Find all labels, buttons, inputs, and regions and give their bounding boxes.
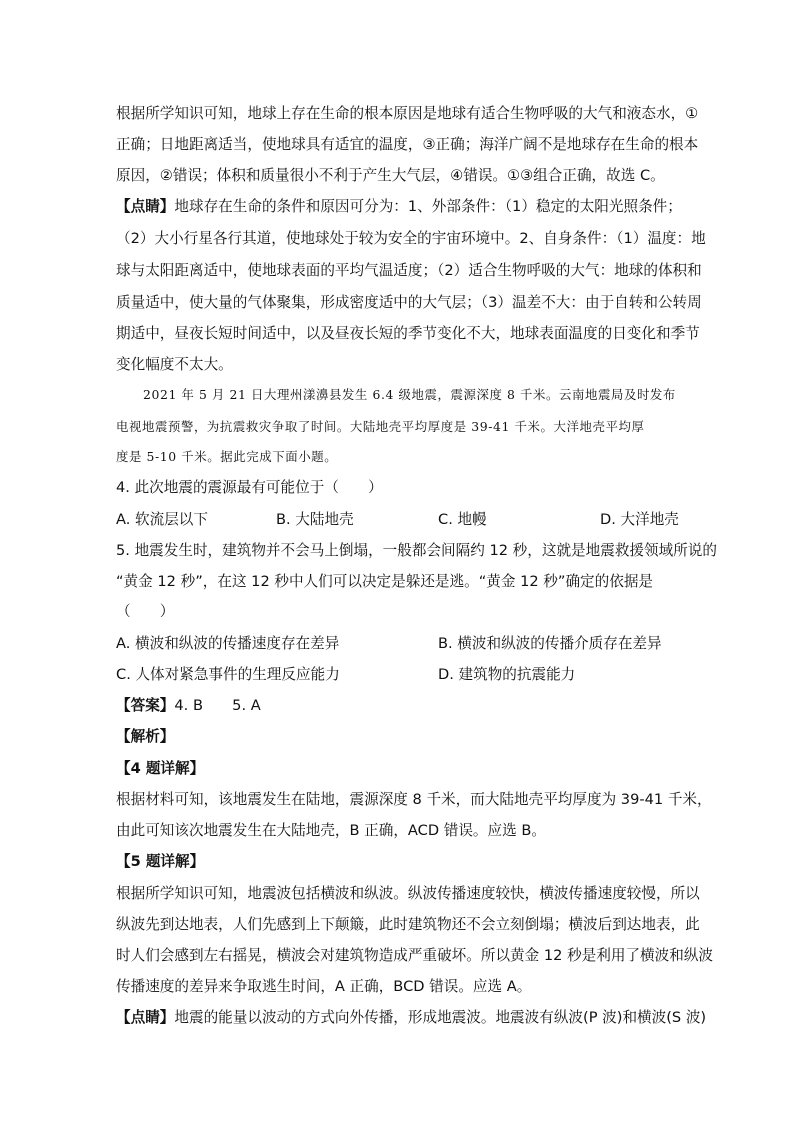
answer-line [116,696,261,716]
q5-option-d: D. 建筑物的抗震能力 [438,666,576,683]
q5-option-a: A. 横波和纵波的传播速度存在差异 [116,635,340,652]
text-line: 正确；日地距离适当，使地球具有适宜的温度，③正确；海洋广阔不是地球存在生命的根本 [116,136,699,153]
text-line: 根据材料可知，该地震发生在陆地，震源深度 8 千米，而大陆地壳平均厚度为 39-41 千米， [116,791,712,808]
text-line: 由此可知该次地震发生在大陆地壳，B 正确，ACD 错误。应选 B。 [116,822,546,839]
material-line: 2021 年 5 月 21 日大理州漾濞县发生 6.4 级地震，震源深度 8 千米。云南地震局及时发布 [143,387,676,402]
question-5-cont: “黄金 12 秒”，在这 12 秒中人们可以决定是躲还是逃。“黄金 12 秒”确定的依据是 [116,573,654,590]
analysis-tag: 【解析】 [116,728,175,745]
dianjing-line-2 [116,1008,706,1028]
text-line: 期适中，昼夜长短时间适中，以及昼夜长短的季节变化不大，地球表面温度的日变化和季节 [116,325,700,342]
text-line: 质量适中，使大量的气体聚集，形成密度适中的大气层；（3）温差不大：由于自转和公转周 [116,294,702,311]
dianjing-tag: 【点睛】 [116,198,175,215]
text-line: 时人们会感到左右摇晃，横波会对建筑物造成严重破坏。所以黄金 12 秒是利用了横波和纵波 [116,947,714,964]
text-line: 球与太阳距离适中，使地球表面的平均气温适度；（2）适合生物呼吸的大气：地球的体积和 [116,262,702,279]
text-span: 地球存在生命的条件和原因可分为：1、外部条件：（1）稳定的太阳光照条件； [174,198,682,215]
material-line: 度是 5-10 千米。据此完成下面小题。 [116,449,338,464]
text-span: 地震的能量以波动的方式向外传播，形成地震波。地震波有纵波(P 波)和横波(S 波) [174,1009,707,1026]
question-5-blank: （ ） [116,603,175,620]
dianjing-tag: 【点睛】 [116,1009,175,1026]
answer-text: 4. B 5. A [174,697,261,714]
text-line: 变化幅度不太大。 [116,356,233,373]
text-line: 根据所学知识可知，地震波包括横波和纵波。纵波传播速度较快，横波传播速度较慢，所以 [116,885,700,902]
text-line: 传播速度的差异来争取逃生时间，A 正确，BCD 错误。应选 A。 [116,978,532,995]
q5-option-c: C. 人体对紧急事件的生理反应能力 [116,666,340,683]
q4-option-c: C. 地幔 [438,511,487,528]
answer-tag: 【答案】 [116,697,175,714]
q4-option-a: A. 软流层以下 [116,511,208,528]
q5-option-b: B. 横波和纵波的传播介质存在差异 [438,635,662,652]
detail-5-tag: 【5 题详解】 [116,853,205,870]
text-line: 根据所学知识可知，地球上存在生命的根本原因是地球有适合生物呼吸的大气和液态水，① [116,105,699,122]
q4-option-b: B. 大陆地壳 [276,511,354,528]
text-line: 纵波先到达地表，人们先感到上下颠簸，此时建筑物还不会立刻倒塌；横波后到达地表，此 [116,916,700,933]
dianjing-line [116,197,682,217]
text-line: 原因，②错误；体积和质量很小不利于产生大气层，④错误。①③组合正确，故选 C。 [116,167,665,184]
detail-4-tag: 【4 题详解】 [116,760,205,777]
question-5: 5. 地震发生时，建筑物并不会马上倒塌，一般都会间隔约 12 秒，这就是地震救援领域所说的 [116,542,717,559]
text-line: （2）大小行星各行其道，使地球处于较为安全的宇宙环境中。2、自身条件：（1）温度：地 [116,230,706,247]
q4-option-d: D. 大洋地壳 [600,511,679,528]
question-4: 4. 此次地震的震源最有可能位于（ ） [116,479,383,496]
material-line: 电视地震预警，为抗震救灾争取了时间。大陆地壳平均厚度是 39-41 千米。大洋地壳平均厚 [116,419,645,434]
